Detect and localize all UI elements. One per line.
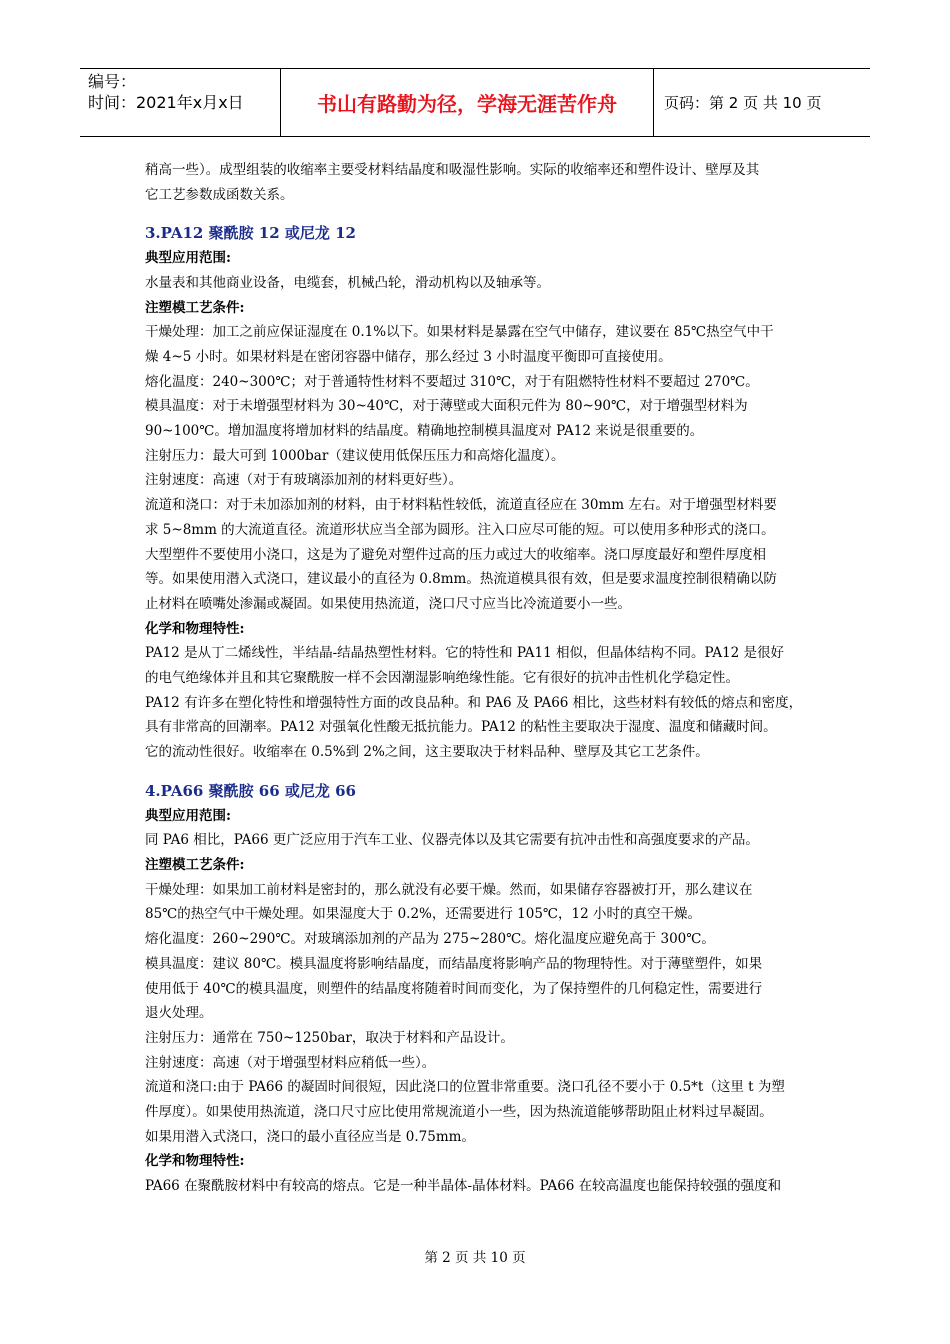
text-line: 求 5~8mm 的大流道直径。流道形状应当全部为圆形。注入口应尽可能的短。可以使用多种形式的浇口。 (145, 521, 775, 538)
subsection-label: 注塑模工艺条件: (145, 299, 245, 316)
section-heading: 3.PA12 聚酰胺 12 或尼龙 12 (145, 224, 356, 243)
subsection-label: 化学和物理特性: (145, 620, 245, 637)
text-line: 它的流动性很好。收缩率在 0.5%到 2%之间，这主要取决于材料品种、壁厚及其它工艺条件。 (145, 744, 709, 761)
text-line: 模具温度：对于未增强型材料为 30~40℃，对于薄壁或大面积元件为 80~90℃，对于增强型材料为 (145, 398, 748, 415)
text-line: 件厚度）。如果使用热流道，浇口尺寸应比使用常规流道小一些，因为热流道能够帮助阻止材料过早凝固。 (145, 1104, 773, 1121)
page-header (80, 68, 870, 137)
text-line: 流道和浇口：对于未加添加剂的材料，由于材料粘性较低，流道直径应在 30mm 左右。对于增强型材料要 (145, 497, 777, 514)
page-footer: 第 2 页 共 10 页 (424, 1250, 526, 1266)
text-line: 85℃的热空气中干燥处理。如果湿度大于 0.2%，还需要进行 105℃，12 小时的真空干燥。 (145, 906, 701, 923)
text-line: PA12 有许多在塑化特性和增强特性方面的改良品种。和 PA6 及 PA66 相比，这些材料有较低的熔点和密度， (145, 694, 803, 711)
text-line: 熔化温度：240~300℃；对于普通特性材料不要超过 310℃，对于有阻燃特性材料不要超过 270℃。 (145, 373, 759, 390)
text-line: 燥 4~5 小时。如果材料是在密闭容器中储存，那么经过 3 小时温度平衡即可直接使用。 (145, 348, 672, 365)
text-line: 它工艺参数成函数关系。 (145, 186, 294, 203)
text-line: 的电气绝缘体并且和其它聚酰胺一样不会因潮湿影响绝缘性能。它有很好的抗冲击性机化学稳定性。 (145, 670, 739, 687)
text-line: 流道和浇口:由于 PA66 的凝固时间很短，因此浇口的位置非常重要。浇口孔径不要小于 0.5*t（这里 t 为塑 (145, 1079, 785, 1096)
header-motto: 书山有路勤为径，学海无涯苦作舟 (281, 69, 654, 136)
subsection-label: 典型应用范围: (145, 250, 231, 267)
subsection-label: 典型应用范围: (145, 807, 231, 824)
section-heading: 4.PA66 聚酰胺 66 或尼龙 66 (145, 781, 356, 800)
text-line: 注射压力：最大可到 1000bar（建议使用低保压压力和高熔化温度）。 (145, 447, 565, 464)
text-line: 熔化温度：260~290℃。对玻璃添加剂的产品为 275~280℃。熔化温度应避免高于 300℃。 (145, 931, 715, 948)
text-line: 同 PA6 相比，PA66 更广泛应用于汽车工业、仪器壳体以及其它需要有抗冲击性和高强度要求的产品。 (145, 832, 759, 849)
text-line: 稍高一些）。成型组装的收缩率主要受材料结晶度和吸湿性影响。实际的收缩率还和塑件设计、壁厚及其 (145, 162, 760, 178)
text-line: 如果用潜入式浇口，浇口的最小直径应当是 0.75mm。 (145, 1128, 475, 1145)
text-line: 90~100℃。增加温度将增加材料的结晶度。精确地控制模具温度对 PA12 来说是很重要的。 (145, 423, 704, 440)
section-pa66 (145, 779, 817, 1199)
header-meta (80, 69, 281, 136)
text-line: 大型塑件不要使用小浇口，这是为了避免对塑件过高的压力或过大的收缩率。浇口厚度最好和塑件厚度相 (145, 546, 766, 563)
document-body (145, 158, 817, 1199)
section-pa12 (145, 221, 817, 764)
header-page-number: 页码：第 2 页 共 10 页 (664, 94, 822, 112)
intro-paragraph (145, 158, 817, 207)
text-line: 使用低于 40℃的模具温度，则塑件的结晶度将随着时间而变化，为了保持塑件的几何稳定性，需要进行 (145, 980, 763, 997)
text-line: 干燥处理：如果加工前材料是密封的，那么就没有必要干燥。然而，如果储存容器被打开，那么建议在 (145, 881, 753, 898)
doc-number-label: 编号： (88, 72, 137, 91)
text-line: 具有非常高的回潮率。PA12 对强氧化性酸无抵抗能力。PA12 的粘性主要取决于湿度、温度和储藏时间。 (145, 719, 777, 736)
subsection-label: 化学和物理特性: (145, 1153, 245, 1170)
text-line: 等。如果使用潜入式浇口，建议最小的直径为 0.8mm。热流道模具很有效，但是要求温度控制很精确以防 (145, 571, 777, 588)
text-line: 止材料在喷嘴处渗漏或凝固。如果使用热流道，浇口尺寸应当比冷流道要小一些。 (145, 595, 631, 612)
text-line: 注射压力：通常在 750~1250bar，取决于材料和产品设计。 (145, 1029, 514, 1046)
text-line: 退火处理。 (145, 1005, 213, 1022)
text-line: 注射速度：高速（对于有玻璃添加剂的材料更好些）。 (145, 472, 463, 489)
subsection-label: 注塑模工艺条件: (145, 856, 245, 873)
doc-time-label: 时间：2021年x月x日 (88, 93, 244, 112)
text-line: PA12 是从丁二烯线性，半结晶-结晶热塑性材料。它的特性和 PA11 相似，但晶体结构不同。PA12 是很好 (145, 645, 785, 662)
text-line: PA66 在聚酰胺材料中有较高的熔点。它是一种半晶体-晶体材料。PA66 在较高温度也能保持较强的强度和 (145, 1178, 782, 1195)
text-line: 模具温度：建议 80℃。模具温度将影响结晶度，而结晶度将影响产品的物理特性。对于薄壁塑件，如果 (145, 955, 763, 972)
text-line: 注射速度：高速（对于增强型材料应稍低一些）。 (145, 1054, 436, 1071)
text-line: 干燥处理：加工之前应保证湿度在 0.1%以下。如果材料是暴露在空气中储存，建议要在 85℃热空气中干 (145, 324, 774, 341)
text-line: 水量表和其他商业设备，电缆套，机械凸轮，滑动机构以及轴承等。 (145, 274, 550, 291)
